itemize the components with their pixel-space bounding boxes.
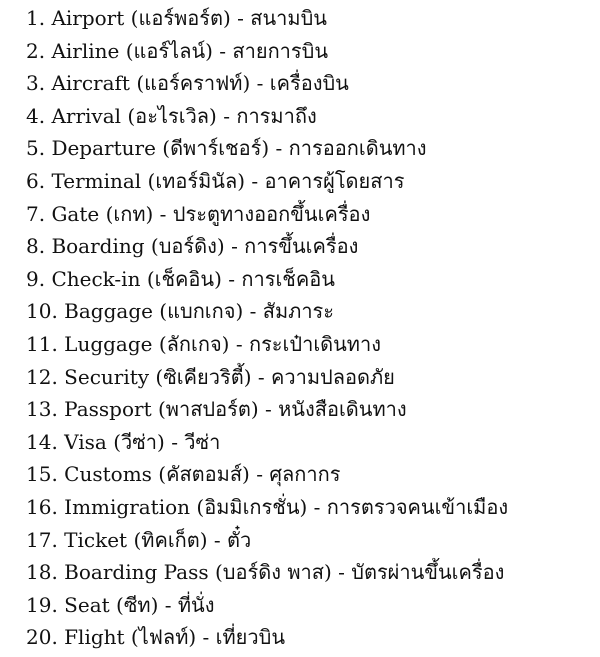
vocab-text: 17. Ticket (ทิคเก็ต) - ตั๋ว [26,527,252,552]
vocab-item-passport [26,393,596,426]
vocab-item-departure [26,132,596,165]
vocab-text: 12. Security (ซิเคียวริตี้) - ความปลอดภัย [26,364,395,389]
vocab-text: 11. Luggage (ลักเกจ) - กระเป๋าเดินทาง [26,331,381,356]
vocab-item-security [26,361,596,394]
vocab-item-visa [26,426,596,459]
vocab-text: 1. Airport (แอร์พอร์ต) - สนามบิน [26,6,327,30]
vocab-item-baggage [26,295,596,328]
vocab-text: 6. Terminal (เทอร์มินัล) - อาคารผู้โดยสาร [26,168,405,193]
vocab-item-aircraft [26,67,596,100]
vocab-item-flight [26,621,596,654]
vocab-text: 5. Departure (ดีพาร์เชอร์) - การออกเดินทาง [26,136,427,161]
vocab-text: 18. Boarding Pass (บอร์ดิง พาส) - บัตรผ่านขึ้นเครื่อง [26,560,505,585]
vocab-item-ticket [26,524,596,557]
vocab-item-arrival [26,100,596,133]
vocab-item-seat [26,589,596,622]
vocab-item-immigration [26,491,596,524]
vocab-item-customs [26,458,596,491]
vocab-text: 19. Seat (ซีท) - ที่นั่ง [26,592,215,617]
vocab-text: 9. Check-in (เช็คอิน) - การเช็คอิน [26,266,335,291]
vocab-text: 2. Airline (แอร์ไลน์) - สายการบิน [26,38,329,63]
vocab-item-luggage [26,328,596,361]
vocab-text: 10. Baggage (แบกเกจ) - สัมภาระ [26,299,335,324]
vocab-item-terminal [26,165,596,198]
vocab-text: 15. Customs (คัสตอมส์) - ศุลกากร [26,462,341,487]
vocab-item-gate [26,198,596,231]
vocab-item-check-in [26,263,596,296]
vocab-text: 8. Boarding (บอร์ดิง) - การขึ้นเครื่อง [26,234,359,259]
vocab-item-airport [26,2,596,35]
vocab-text: 20. Flight (ไฟลท์) - เที่ยวบิน [26,625,285,650]
vocab-item-airline [26,35,596,68]
vocab-item-boarding [26,230,596,263]
vocab-text: 14. Visa (วีซ่า) - วีซ่า [26,429,221,454]
vocab-text: 13. Passport (พาสปอร์ต) - หนังสือเดินทาง [26,397,407,422]
vocab-text: 16. Immigration (อิมมิเกรชั่น) - การตรวจคนเข้าเมือง [26,494,509,519]
vocab-text: 4. Arrival (อะไรเวิล) - การมาถึง [26,103,317,128]
vocabulary-list [26,2,596,654]
vocab-item-boarding-pass [26,556,596,589]
vocab-text: 3. Aircraft (แอร์คราฟท์) - เครื่องบิน [26,71,349,96]
vocab-text: 7. Gate (เกท) - ประตูทางออกขึ้นเครื่อง [26,201,371,226]
